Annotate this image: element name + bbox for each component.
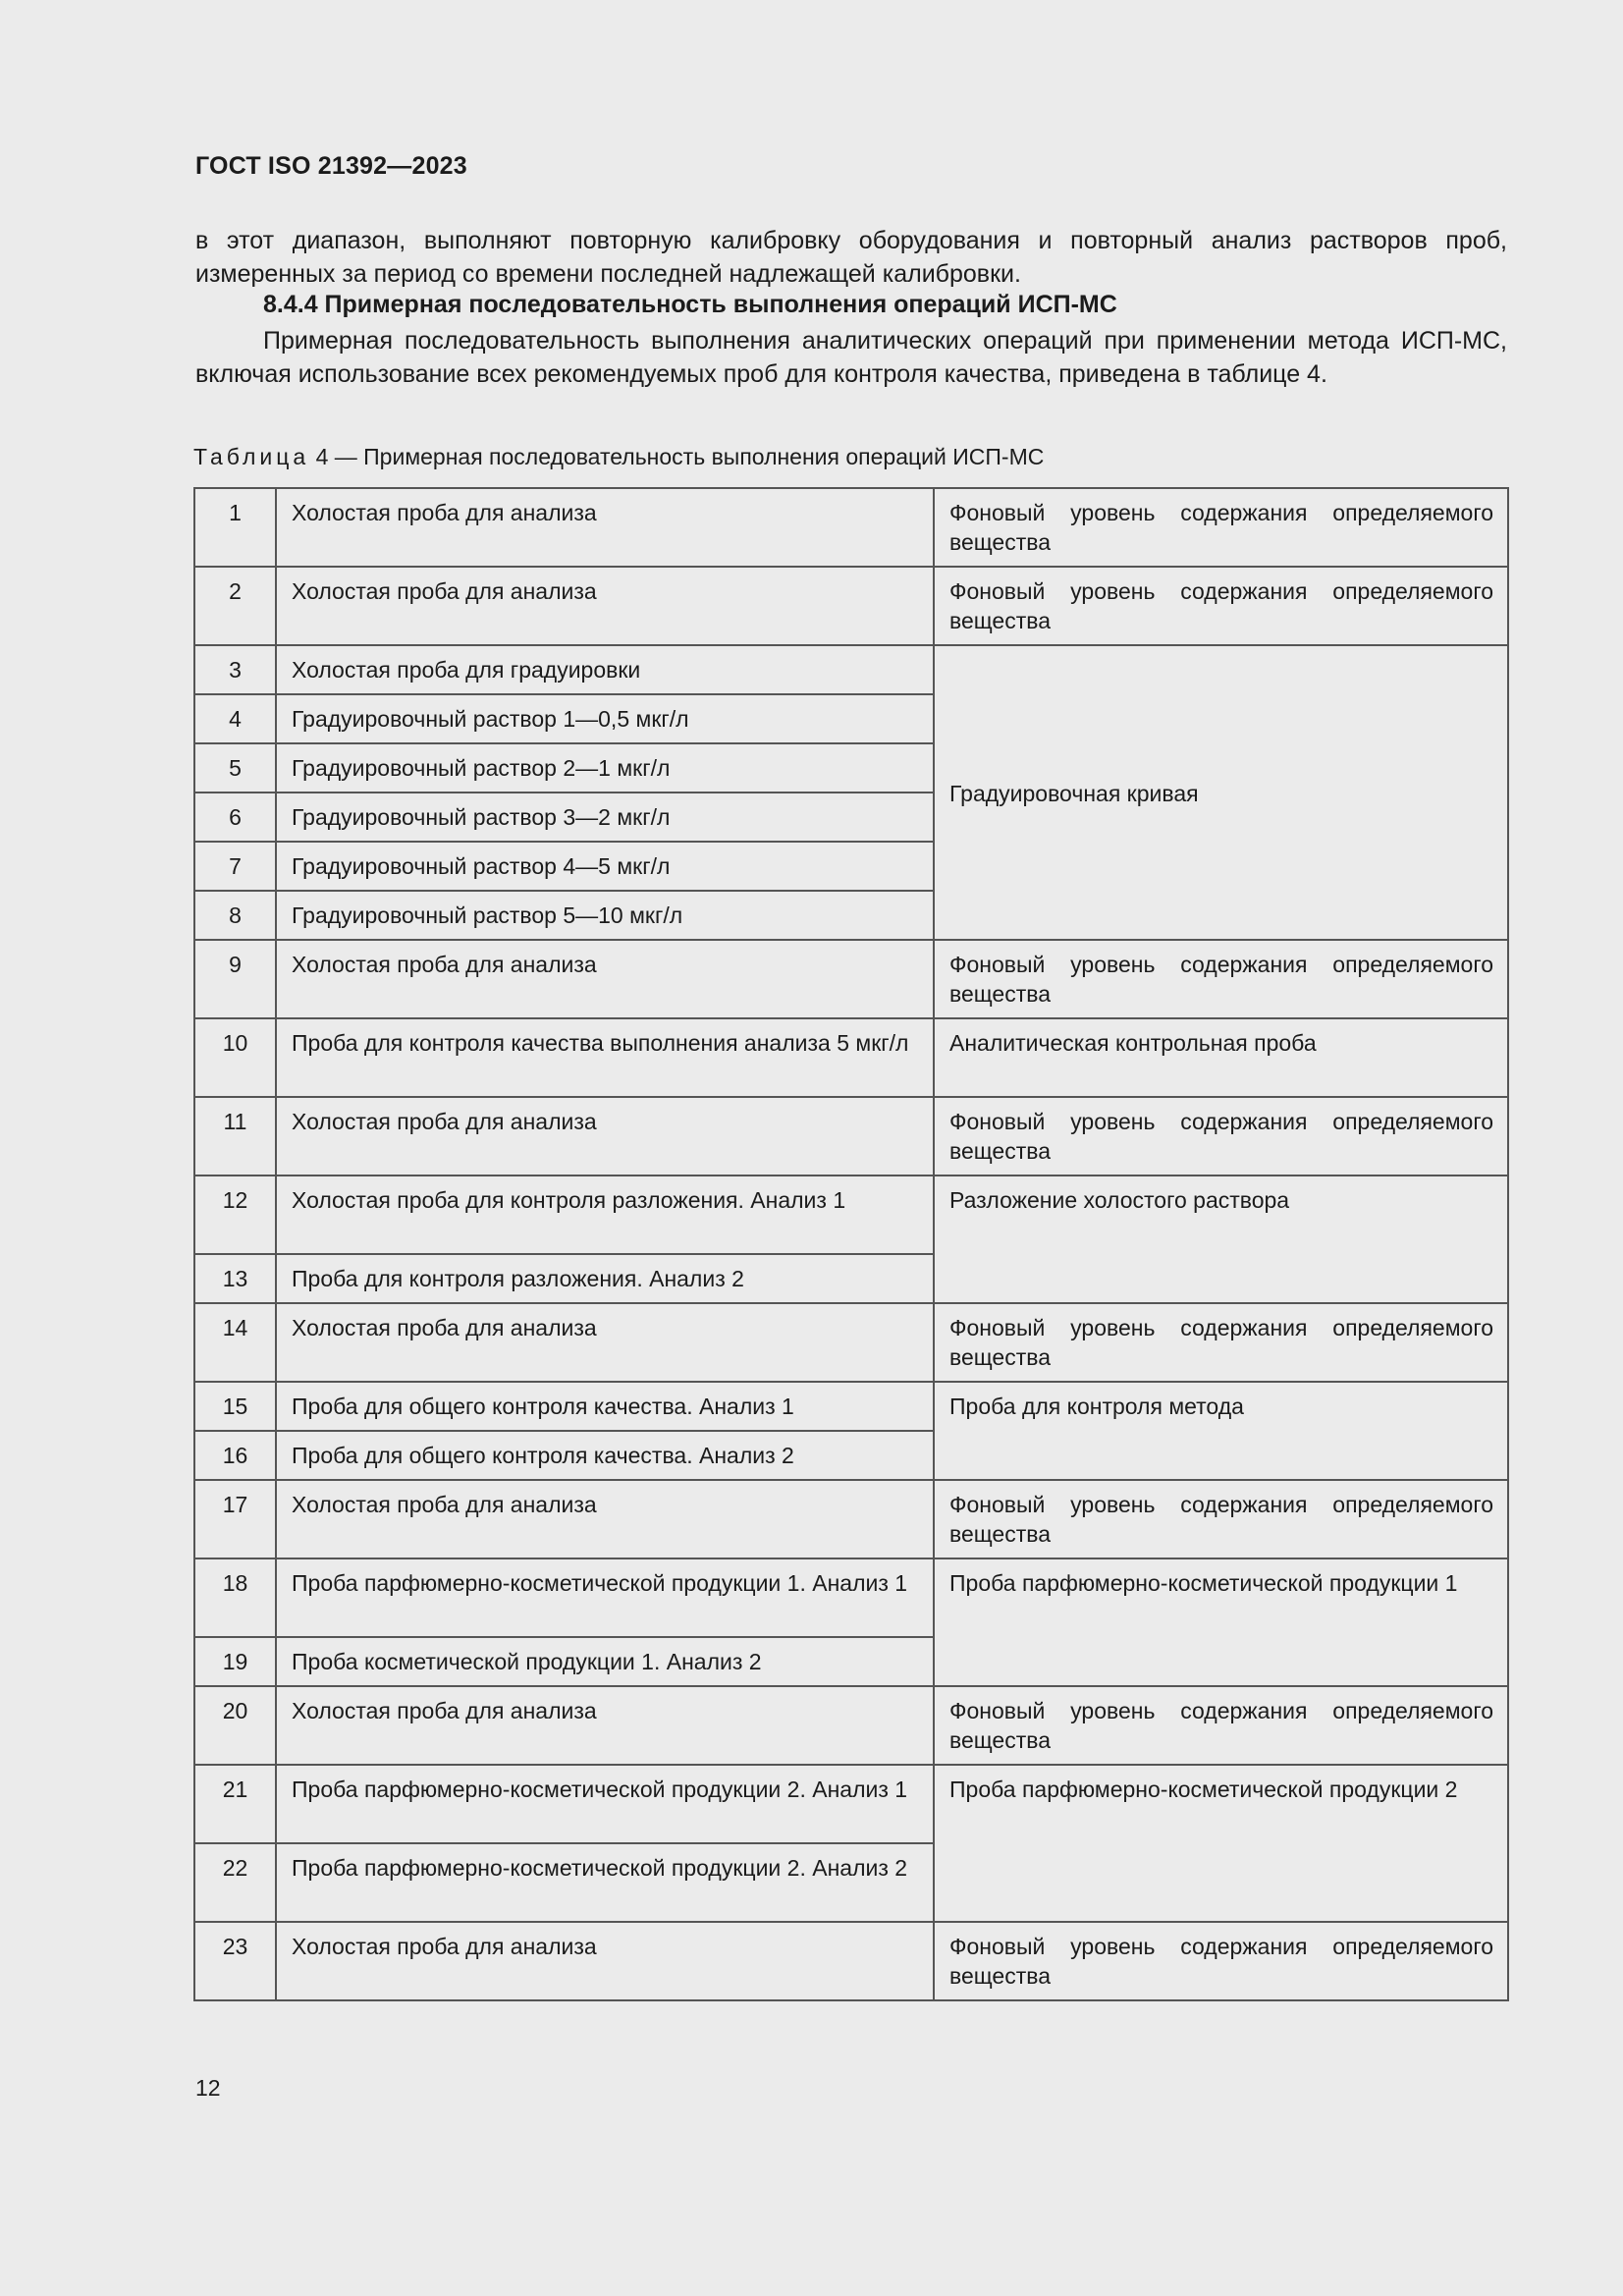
table-row xyxy=(194,567,1508,645)
row-number: 11 xyxy=(194,1097,276,1175)
table-row xyxy=(194,1686,1508,1765)
sample-name: Градуировочный раствор 1—0,5 мкг/л xyxy=(276,694,934,743)
sample-purpose: Фоновый уровень содержания определяемого вещества xyxy=(934,1686,1508,1765)
row-number: 19 xyxy=(194,1637,276,1686)
sample-name: Холостая проба для анализа xyxy=(276,488,934,567)
row-number: 13 xyxy=(194,1254,276,1303)
table-row xyxy=(194,1480,1508,1558)
sample-name: Градуировочный раствор 3—2 мкг/л xyxy=(276,793,934,842)
table-row xyxy=(194,1558,1508,1637)
sample-purpose: Фоновый уровень содержания определяемого вещества xyxy=(934,1303,1508,1382)
sample-name: Холостая проба для анализа xyxy=(276,940,934,1018)
sample-name: Проба парфюмерно-косметической продукции 2. Анализ 1 xyxy=(276,1765,934,1843)
row-number: 1 xyxy=(194,488,276,567)
row-number: 16 xyxy=(194,1431,276,1480)
sample-purpose: Проба парфюмерно-косметической продукции 1 xyxy=(934,1558,1508,1686)
sample-purpose: Фоновый уровень содержания определяемого вещества xyxy=(934,1480,1508,1558)
row-number: 3 xyxy=(194,645,276,694)
sample-name: Холостая проба для контроля разложения. Анализ 1 xyxy=(276,1175,934,1254)
operations-table xyxy=(193,487,1509,2001)
table-caption-text: 4 — Примерная последовательность выполнения операций ИСП-МС xyxy=(315,444,1045,469)
sample-purpose: Фоновый уровень содержания определяемого вещества xyxy=(934,488,1508,567)
sample-name: Холостая проба для анализа xyxy=(276,1480,934,1558)
table-caption xyxy=(193,444,1044,470)
sample-name: Проба парфюмерно-косметической продукции 2. Анализ 2 xyxy=(276,1843,934,1922)
sample-purpose: Фоновый уровень содержания определяемого вещества xyxy=(934,567,1508,645)
sample-name: Градуировочный раствор 4—5 мкг/л xyxy=(276,842,934,891)
sample-name: Градуировочный раствор 2—1 мкг/л xyxy=(276,743,934,793)
table-row xyxy=(194,1765,1508,1843)
sample-name: Проба парфюмерно-косметической продукции 1. Анализ 1 xyxy=(276,1558,934,1637)
section-heading: 8.4.4 Примерная последовательность выполнения операций ИСП-МС xyxy=(263,291,1117,318)
table-row xyxy=(194,1097,1508,1175)
table-caption-label: Таблица xyxy=(193,444,310,469)
sample-name: Проба для общего контроля качества. Анализ 2 xyxy=(276,1431,934,1480)
sample-name: Холостая проба для анализа xyxy=(276,1922,934,2000)
sample-purpose: Фоновый уровень содержания определяемого вещества xyxy=(934,1097,1508,1175)
sample-name: Проба для общего контроля качества. Анализ 1 xyxy=(276,1382,934,1431)
table-row xyxy=(194,645,1508,694)
row-number: 10 xyxy=(194,1018,276,1097)
row-number: 7 xyxy=(194,842,276,891)
row-number: 4 xyxy=(194,694,276,743)
sample-purpose: Фоновый уровень содержания определяемого вещества xyxy=(934,940,1508,1018)
document-header: ГОСТ ISO 21392—2023 xyxy=(195,152,467,180)
sample-name: Холостая проба для анализа xyxy=(276,1097,934,1175)
sample-name: Проба косметической продукции 1. Анализ 2 xyxy=(276,1637,934,1686)
row-number: 21 xyxy=(194,1765,276,1843)
intro-paragraph: в этот диапазон, выполняют повторную калибровку оборудования и повторный анализ растворов проб, измеренных за период со времени последней надлежащей калибровки. xyxy=(195,227,1507,288)
row-number: 9 xyxy=(194,940,276,1018)
row-number: 6 xyxy=(194,793,276,842)
sample-name: Проба для контроля разложения. Анализ 2 xyxy=(276,1254,934,1303)
table-row xyxy=(194,1175,1508,1254)
row-number: 8 xyxy=(194,891,276,940)
sample-name: Холостая проба для анализа xyxy=(276,1303,934,1382)
table-row xyxy=(194,1922,1508,2000)
sample-name: Холостая проба для анализа xyxy=(276,1686,934,1765)
row-number: 23 xyxy=(194,1922,276,2000)
section-paragraph: Примерная последовательность выполнения аналитических операций при применении метода ИСП-МС, включая использование всех рекомендуемых проб для контроля качества, приведена в таблице 4. xyxy=(195,327,1507,388)
sample-name: Проба для контроля качества выполнения анализа 5 мкг/л xyxy=(276,1018,934,1097)
sample-purpose: Проба для контроля метода xyxy=(934,1382,1508,1480)
sample-purpose: Аналитическая контрольная проба xyxy=(934,1018,1508,1097)
sample-purpose: Разложение холостого раствора xyxy=(934,1175,1508,1303)
row-number: 18 xyxy=(194,1558,276,1637)
row-number: 20 xyxy=(194,1686,276,1765)
sample-name: Холостая проба для градуировки xyxy=(276,645,934,694)
table-row xyxy=(194,940,1508,1018)
page-number: 12 xyxy=(195,2075,221,2101)
sample-name: Холостая проба для анализа xyxy=(276,567,934,645)
sample-purpose: Фоновый уровень содержания определяемого вещества xyxy=(934,1922,1508,2000)
row-number: 14 xyxy=(194,1303,276,1382)
table-row xyxy=(194,1382,1508,1431)
table-row xyxy=(194,1303,1508,1382)
table-row xyxy=(194,1018,1508,1097)
sample-purpose: Проба парфюмерно-косметической продукции 2 xyxy=(934,1765,1508,1922)
row-number: 17 xyxy=(194,1480,276,1558)
row-number: 2 xyxy=(194,567,276,645)
row-number: 12 xyxy=(194,1175,276,1254)
sample-purpose: Градуировочная кривая xyxy=(934,645,1508,940)
row-number: 5 xyxy=(194,743,276,793)
sample-name: Градуировочный раствор 5—10 мкг/л xyxy=(276,891,934,940)
table-row xyxy=(194,488,1508,567)
row-number: 15 xyxy=(194,1382,276,1431)
row-number: 22 xyxy=(194,1843,276,1922)
